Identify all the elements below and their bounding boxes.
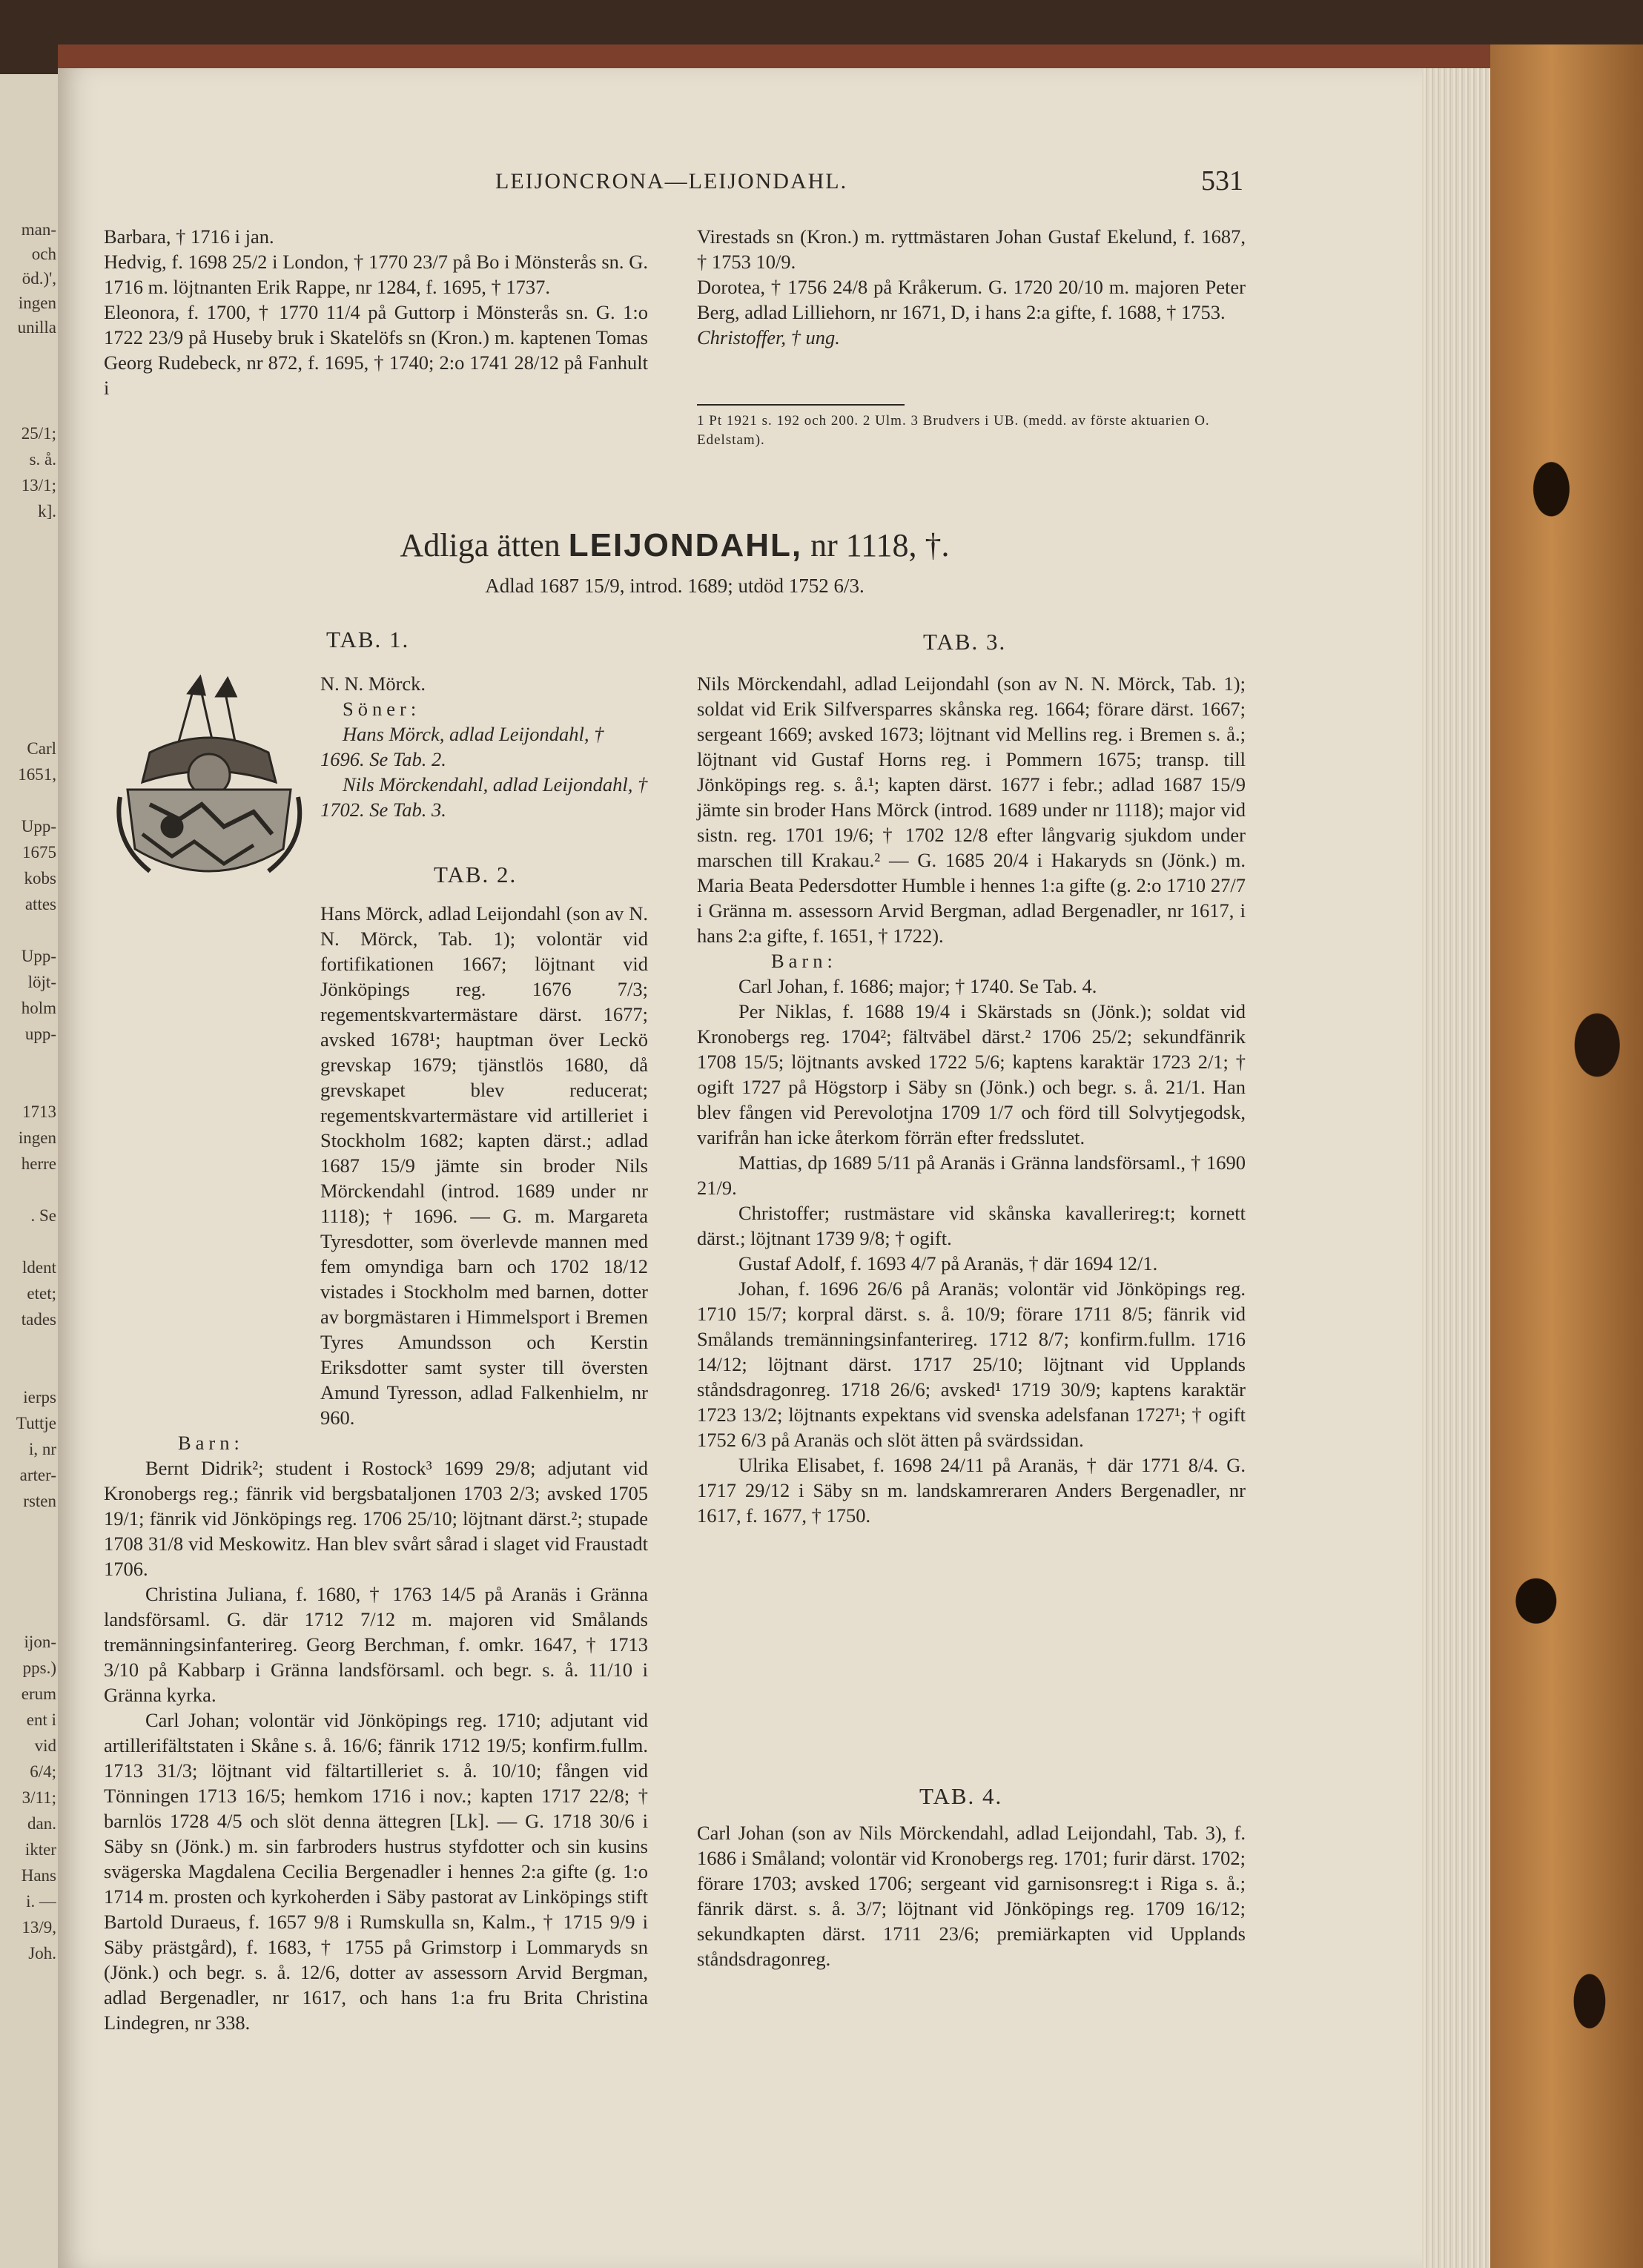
tab3-child-3: Mattias, dp 1689 5/11 på Aranäs i Gränna landsförsaml., † 1690 21/9. [697,1151,1246,1199]
fragment-text: i. — [26,1892,56,1911]
fragment-text: 1713 [22,1102,56,1121]
tab3-body-column [697,671,1246,1528]
fragment-text: arter- [19,1466,56,1484]
entry-hedvig: Hedvig, f. 1698 25/2 i London, † 1770 23/7 på Bo i Mönsterås sn. G. 1716 m. löjtnanten Erik Rappe, nr 1284, f. 1695, † 1737. [104,251,648,298]
fragment-text: 3/11; [22,1788,56,1807]
tab2-body: Hans Mörck, adlad Leijondahl (son av N. N. Mörck, Tab. 1); volontär vid fortifikationen 1667; löjtnant vid Jönköpings reg. 1676 7/3; regementskvartermästare därst. 1677; avsked 1678¹; hauptman över Leckö grevskap 1679; tjänstlös 1680, då grevskapet blev reducerat; regementskvartermästare vid artilleriet i Stockholm 1682; kapten därst.; adlad 1687 15/9 jämte sin broder Nils Mörckendahl (introd. 1689 under nr 1118); † 1696. — G. m. Margareta Tyresdotter, som överlevde mannen med fem omyndiga barn och 1702 18/12 vistades i Stockholm med barnen, dotter av borgmästaren i Himmelsport i Bremen Tyres Amundsson och Kerstin Eriksdotter samt syster till översten Amund Tyresson, adlad Falkenhielm, nr 960. [320,902,648,1429]
tab4-heading: TAB. 4. [919,1783,1003,1809]
tab1-soner: Söner: [343,698,421,720]
tab3-child-5: Gustaf Adolf, f. 1693 4/7 på Aranäs, † där 1694 12/1. [738,1252,1158,1274]
right-top-column [697,224,1246,350]
fragment-text: 1651, [18,765,56,784]
family-title [104,526,1246,564]
book-cover-marbled [1490,44,1643,2268]
tab3-child-2: Per Niklas, f. 1688 19/4 i Skärstads sn (Jönk.); soldat vid Kronobergs reg. 1704²; fältväbel därst.² 1706 25/2; sekundfänrik 1708 15/5; löjtnants avsked 1722 5/6; kaptens karaktär 1723 2/1; † ogift 1727 på Högstorp i Säby sn (Jönk.) och begr. s. å. 21/1. Han blev fången vid Perevolotjna 1709 1/7 och förd till Solvytjegodsk, varifrån han icke återkom förrän efter fredsslutet. [697,1000,1246,1148]
tab1-son1: Hans Mörck, adlad Leijondahl, † 1696. Se Tab. 2. [320,723,604,770]
tab3-heading: TAB. 3. [923,629,1007,655]
fragment-text: öd.)', [22,269,56,288]
fragment-text: i, nr [28,1440,56,1458]
fragment-text: upp- [24,1025,56,1043]
fragment-text: . Se [30,1206,56,1225]
tab4-body: Carl Johan (son av Nils Mörckendahl, adlad Leijondahl, Tab. 3), f. 1686 i Småland; volontär vid Kronobergs reg. 1701; furir därst. 1702; förare 1703; avsked 1706; sergeant vid garnisonsreg:t i Riga s. å.; fänrik därst. s. å. 3/7; löjtnant vid Jönköpings reg. 1709 16/12; sekundkapten därst. 1711 23/6; premiärkapten vid Upplands ståndsdragonreg. [697,1822,1246,1970]
tab2-heading: TAB. 2. [434,862,518,887]
coat-of-arms-icon [105,671,314,901]
running-title: LEIJONCRONA—LEIJONDAHL. [495,169,848,194]
tab4-body-column [697,1820,1246,1971]
footnote: 1 Pt 1921 s. 192 och 200. 2 Ulm. 3 Brudvers i UB. (medd. av förste aktuarien O. Edelstam). [697,413,1210,448]
tab3-child-6: Johan, f. 1696 26/6 på Aranäs; volontär vid Jönköpings reg. 1710 15/7; korpral därst. s. å. 10/9; förare 1711 8/5; fänrik vid Smålands tremänningsinfanterireg. 1712 8/7; konfirm.fullm. 1716 14/12; löjtnant därst. 1717 25/10; löjtnant vid Upplands ståndsdragonreg. 1718 26/6; avsked¹ 1719 30/9; kaptens karaktär 1723 13/2; löjtnants expektans vid svenska adelsfanan 1727¹; † ogift 1752 6/3 på Aranäs och slöt ätten på svärdssidan. [697,1277,1246,1451]
fragment-text: tades [21,1310,56,1329]
fragment-text: erum [21,1685,56,1703]
tab1-son2: Nils Mörckendahl, adlad Leijondahl, † 1702. Se Tab. 3. [320,773,648,821]
fragment-text: Tuttje [16,1414,56,1432]
fragment-text: 6/4; [30,1762,56,1781]
tab1-name: N. N. Mörck. [320,672,426,695]
family-title-prefix: Adliga ätten [400,527,561,563]
fragment-text: ijon- [24,1633,56,1651]
fragment-text: Upp- [21,817,56,836]
fragment-text: 13/1; [21,476,56,495]
tab2-child-1: Bernt Didrik²; student i Rostock³ 1699 29/8; adjutant vid Kronobergs reg.; fänrik vid bergsbataljonen 1703 2/3; avsked 1705 19/1; fänrik vid Jönköpings reg. 1706 25/10; löjtnant därst.²; stupade 1708 31/8 vid Meskowitz. Han blev svårt sårad i slaget vid Fraustadt 1706. [104,1457,648,1580]
fragment-text: rsten [23,1492,56,1510]
fragment-text: s. å. [29,450,56,469]
previous-page-fragment [0,74,62,2268]
tab1-body [320,671,648,822]
family-subtitle: Adlad 1687 15/9, introd. 1689; utdöd 1752 6/3. [485,575,865,597]
tab3-child-1: Carl Johan, f. 1686; major; † 1740. Se Tab. 4. [738,975,1097,997]
tab2-body-column [104,901,648,2035]
fragment-text: k]. [38,502,56,520]
fragment-text: ikter [24,1840,56,1859]
family-number: nr 1118, †. [810,527,950,563]
footnote-rule [697,404,905,406]
page-number: 531 [1201,165,1243,196]
entry-barbara: Barbara, † 1716 i jan. [104,225,274,248]
entry-virestads: Virestads sn (Kron.) m. ryttmästaren Johan Gustaf Ekelund, f. 1687, † 1753 10/9. [697,225,1246,273]
fragment-text: ierps [23,1388,56,1406]
tab2-child-3: Carl Johan; volontär vid Jönköpings reg. 1710; adjutant vid artillerifältstaten i Skåne s. å. 16/6; fänrik 1712 19/5; konfirm.fullm. 1713 31/3; löjtnant vid fältartilleriet s. å. 10/10; fången vid Tönningen 1713 16/5; hemkom 1716 i nov.; kapten 1717 22/8; † barnlös 1728 4/5 och slöt denna ättegren [Lk]. — G. 1718 30/6 i Säby sn (Jönk.) m. sin farbroders hustrus styfdotter och sin kusins svägerska Magdalena Cecilia Bergenadler i hennes 2:a gifte (g. 1:o 1714 m. prosten och kyrkoherden i Säby pastorat av Linköpings stift Bartold Duraeus, f. 1657 9/8 i Rumskulla sn, Kalm., † 1715 9/9 i Säby prästgård), f. 1683, † 1755 på Grimstorp i Lommaryds sn (Jönk.) och begr. s. å. 12/6, dotter av assessorn Arvid Bergman, adlad Bergenadler, nr 1617, och hans 1:a fru Brita Christina Lindegren, nr 338. [104,1709,648,2034]
tab3-body: Nils Mörckendahl, adlad Leijondahl (son av N. N. Mörck, Tab. 1); soldat vid Erik Silfversparres skånska reg. 1664; förare därst. 1667; sergeant 1669; avsked 1673; löjtnant vid Mellins reg. i Bremen s. å.; löjtnant vid Gustaf Horns reg. i Pommern 1675; transp. till Jönköpings reg. s. å.¹; kapten därst. 1677 i febr.; adlad 1687 15/9 jämte sin broder Hans Mörck (introd. 1689 under nr 1118); major vid sistn. reg. 1701 19/6; † 1702 12/8 efter långvarig sjukdom under marschen till Krakau.² — G. 1685 20/4 i Hakaryds sn (Jönk.) m. Maria Beata Pedersdotter Humble i hennes 1:a gifte (g. 2:o 1710 27/7 i Gränna m. assessorn Arvid Bergman, adlad Bergenadler, nr 1617, i hans 2:a gifte, f. 1651, † 1722). [697,672,1246,947]
entry-christoffer: Christoffer, † ung. [697,326,840,348]
entry-dorotea: Dorotea, † 1756 24/8 på Kråkerum. G. 1720 20/10 m. majoren Peter Berg, adlad Lilliehorn, nr 1671, D, i hans 2:a gifte, f. 1688, † 1753. [697,276,1246,323]
fragment-text: Hans [21,1866,56,1885]
tab3-barn: Barn: [771,950,837,972]
fragment-text: man- [21,220,56,239]
fragment-text: 1675 [22,843,56,862]
fragment-text: Carl [27,739,56,758]
fragment-text: löjt- [27,973,56,991]
tab2-child-2: Christina Juliana, f. 1680, † 1763 14/5 på Aranäs i Gränna landsförsaml. G. där 1712 7/12 m. majoren vid Smålands tremänningsinfanterireg. Georg Berchman, f. omkr. 1647, † 1713 3/10 på Kabbarp i Gränna landsförsaml. och begr. s. å. 11/10 i Gränna kyrka. [104,1583,648,1706]
fragment-text: attes [24,895,56,913]
fragment-text: kobs [24,869,56,887]
family-name: LEIJONDAHL, [568,527,803,563]
fragment-text: och [31,245,56,263]
fragment-text: pps.) [22,1659,56,1677]
fragment-text: ldent [22,1258,56,1277]
tab3-child-4: Christoffer; rustmästare vid skånska kavallerireg:t; kornett därst.; löjtnant 1739 9/8; † ogift. [697,1202,1246,1249]
fragment-text: etet; [27,1284,56,1303]
fragment-text: ent i [26,1710,56,1729]
fragment-text: unilla [17,318,56,337]
fragment-text: ingen [18,294,56,312]
fragment-text: 13/9, [22,1918,56,1937]
fragment-text: ingen [18,1128,56,1147]
fragment-text: Joh. [28,1944,56,1963]
tab3-child-7: Ulrika Elisabet, f. 1698 24/11 på Aranäs, † där 1771 8/4. G. 1717 29/12 i Säby sn m. landskamreraren Anders Bergenadler, nr 1617, f. 1677, † 1750. [697,1454,1246,1527]
fragment-text: dan. [27,1814,56,1833]
fragment-text: Upp- [21,947,56,965]
entry-eleonora: Eleonora, f. 1700, † 1770 11/4 på Guttorp i Mönsterås sn. G. 1:o 1722 23/9 på Huseby bruk i Skatelöfs sn (Kron.) m. kaptenen Tomas Georg Rudebeck, nr 872, f. 1695, † 1740; 2:o 1741 28/12 på Fanhult i [104,301,648,399]
fragment-text: vid [34,1736,56,1755]
tab1-heading: TAB. 1. [326,626,410,652]
tab2-barn: Barn: [178,1432,244,1454]
fragment-text: 25/1; [21,424,56,443]
fragment-text: holm [21,999,56,1017]
left-top-column [104,224,648,400]
fragment-text: herre [21,1154,56,1173]
